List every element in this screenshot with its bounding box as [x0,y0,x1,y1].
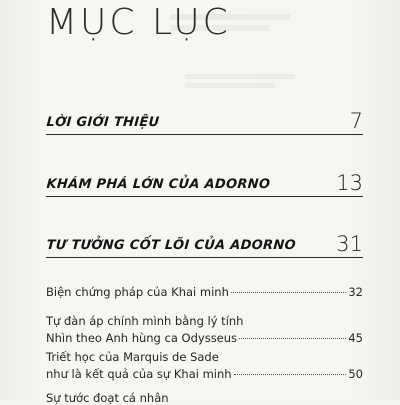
entry-text: như là kết quả của sự Khai minh [46,367,232,381]
toc-entry-odysseus[interactable] [46,313,363,347]
toc-entry-cut-off[interactable]: Sự tước đoạt cá nhân [46,391,169,405]
toc-entry-dialectic[interactable] [46,284,363,301]
toc-entry-de-sade[interactable] [46,349,363,383]
chapter-page-number: 7 [349,109,363,133]
entry-text: Tự đàn áp chính mình bằng lý tính [46,314,244,328]
chapter-label: LỜI GIỚI THIỆU [46,115,160,130]
entry-text: Triết học của Marquis de Sade [46,350,219,364]
dot-leader [234,374,347,375]
chapter-page-number: 31 [336,232,363,256]
chapter-label: KHÁM PHÁ LỚN CỦA ADORNO [46,177,271,192]
entry-page-number: 45 [348,331,363,345]
toc-chapter-intro[interactable] [46,108,363,135]
chapter-label: TƯ TƯỞNG CỐT LÕI CỦA ADORNO [46,238,297,253]
entry-page-number: 50 [348,367,363,381]
toc-chapter-core-ideas[interactable] [46,231,363,258]
entry-text: Nhìn theo Anh hùng ca Odysseus [46,331,238,345]
toc-chapter-discovery[interactable] [46,170,363,197]
chapter-page-number: 13 [336,171,363,195]
dot-leader [231,292,347,293]
entry-text: Biện chứng pháp của Khai minh [46,285,229,299]
entry-page-number: 32 [348,285,363,299]
dot-leader [239,338,346,339]
bleed-through-2 [185,70,305,100]
toc-title: MỤC LỤC [46,2,231,43]
